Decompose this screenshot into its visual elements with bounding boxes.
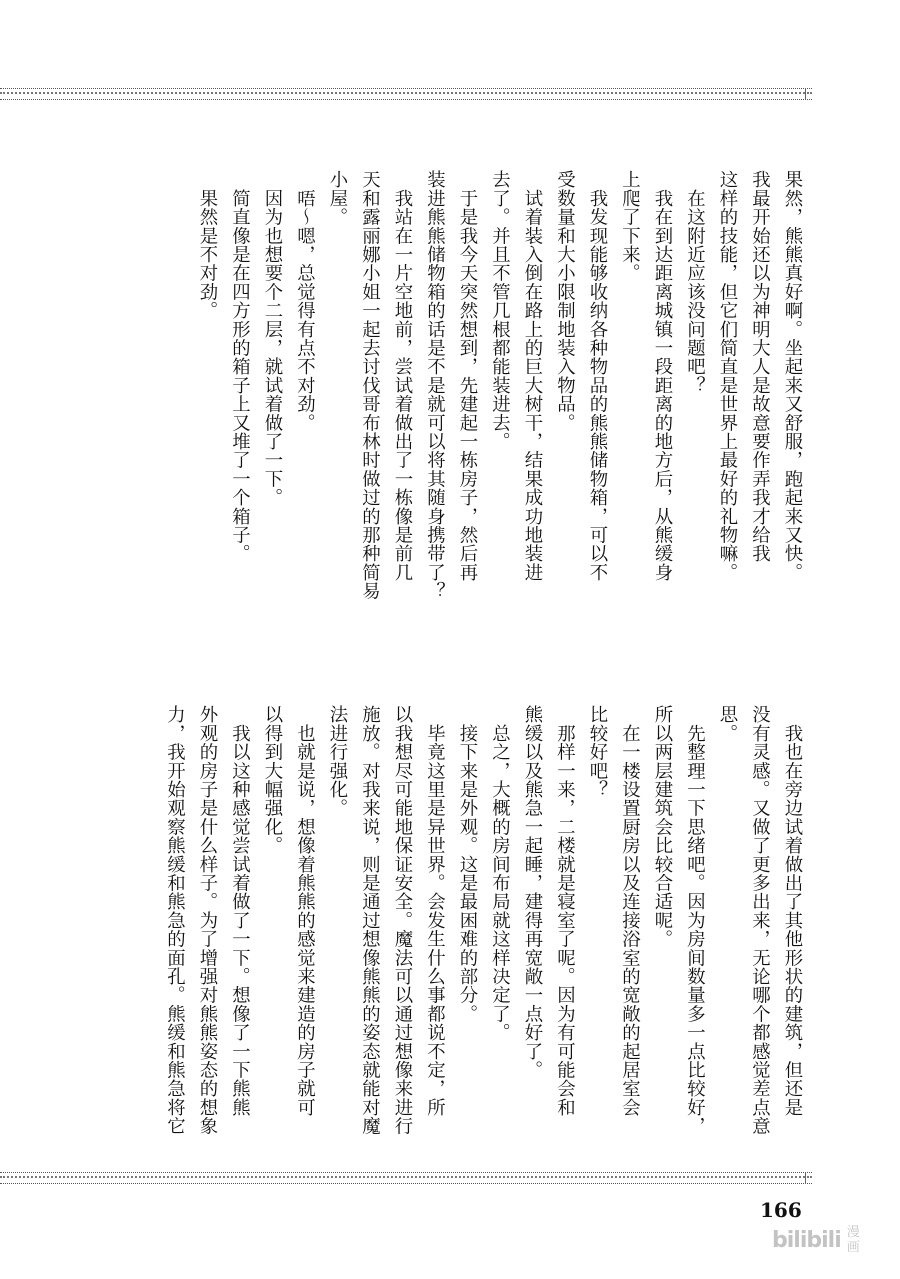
- text-line: 接下来是外观。这是最困难的部分。: [457, 705, 478, 1023]
- text-line: 先整理一下思绪吧。因为房间数量多一点比较好，: [684, 705, 706, 1136]
- text-line: 那样一来，二楼就是寝室了呢。因为有可能会和: [554, 705, 576, 1117]
- text-line: 去了。并且不管几根都能装进去。: [489, 170, 511, 451]
- text-line: 施放。对我来说，则是通过想像熊熊的姿态就能对魔: [359, 705, 381, 1136]
- top-decorative-rule: [0, 88, 812, 100]
- text-line: 受数量和大小限制地装入物品。: [554, 170, 576, 432]
- text-line: 于是我今天突然想到，先建起一栋房子，然后再: [457, 170, 478, 582]
- text-line: 所以两层建筑会比较合适呢。: [652, 705, 673, 949]
- text-line: 小屋。: [327, 170, 348, 227]
- bilibili-logo: bilibili: [772, 1227, 841, 1253]
- watermark-label-top: 漫: [846, 1225, 860, 1240]
- text-line: 以我想尽可能地保证安全。魔法可以通过想像来进行: [392, 705, 413, 1136]
- text-line: 外观的房子是什么样子。为了增强对熊熊姿态的想象: [197, 705, 218, 1136]
- upper-text-block: [191, 170, 809, 640]
- text-line: 毕竟这里是异世界。会发生什么事都说不定，所: [424, 705, 446, 1117]
- text-line: 我站在一片空地前，尝试着做出了一栋像是前几: [392, 170, 413, 582]
- text-line: 我也在旁边试着做出了其他形状的建筑，但还是: [782, 705, 803, 1117]
- bilibili-watermark: [772, 1220, 872, 1260]
- text-line: 在一楼设置厨房以及连接浴室的宽敞的起居室会: [619, 705, 641, 1117]
- text-line: 我发现能够收纳各种物品的熊熊储物箱，可以不: [587, 170, 608, 582]
- text-line: 熊缓以及熊急一起睡，建得再宽敞一点好了。: [522, 705, 543, 1079]
- bottom-decorative-rule: [0, 1172, 812, 1184]
- text-line: 以得到大幅强化。: [262, 705, 283, 855]
- watermark-label-bottom: 画: [846, 1240, 860, 1255]
- text-line: 我以这种感觉尝试着做了一下。想像了一下熊熊: [229, 705, 251, 1117]
- text-line: 法进行强化。: [327, 705, 348, 818]
- text-line: 思。: [717, 705, 738, 743]
- text-line: 上爬了下来。: [619, 170, 641, 283]
- text-line: 力，我开始观察熊缓和熊急的面孔。熊缓和熊急将它: [164, 705, 186, 1136]
- page-number: 166: [760, 1198, 802, 1222]
- bottom-rule-end: [805, 1172, 806, 1184]
- text-line: 在这附近应该没问题吧？: [684, 170, 706, 395]
- text-line: 唔～嗯，总觉得有点不对劲。: [294, 170, 316, 432]
- text-line: 简直像是在四方形的箱子上又堆了一个箱子。: [229, 170, 251, 563]
- text-line: 因为也想要个二层，就试着做了一下。: [262, 170, 283, 507]
- text-line: 装进熊熊储物箱的话是不是就可以将其随身携带了？: [424, 170, 446, 601]
- top-rule-end: [805, 88, 806, 100]
- text-line: 我最开始还以为神明大人是故意要作弄我才给我: [749, 170, 771, 563]
- text-line: 比较好吧？: [587, 705, 608, 799]
- lower-text-block: [158, 705, 808, 1136]
- text-line: 果然，熊熊真好啊。坐起来又舒服，跑起来又快。: [782, 170, 803, 582]
- text-line: 没有灵感。又做了更多出来，无论哪个都感觉差点意: [749, 705, 771, 1136]
- text-line: 我在到达距离城镇一段距离的地方后，从熊缓身: [652, 170, 673, 582]
- text-line: 这样的技能，但它们简直是世界上最好的礼物嘛。: [717, 170, 738, 582]
- text-line: 天和露丽娜小姐一起去讨伐哥布林时做过的那种简易: [359, 170, 381, 601]
- text-line: 也就是说，想像着熊熊的感觉来建造的房子就可: [294, 705, 316, 1117]
- text-line: 试着装入倒在路上的巨大树干，结果成功地装进: [522, 170, 543, 582]
- watermark-label: [847, 1225, 860, 1255]
- text-line: 果然是不对劲。: [197, 170, 218, 320]
- text-line: 总之，大概的房间布局就这样决定了。: [489, 705, 511, 1042]
